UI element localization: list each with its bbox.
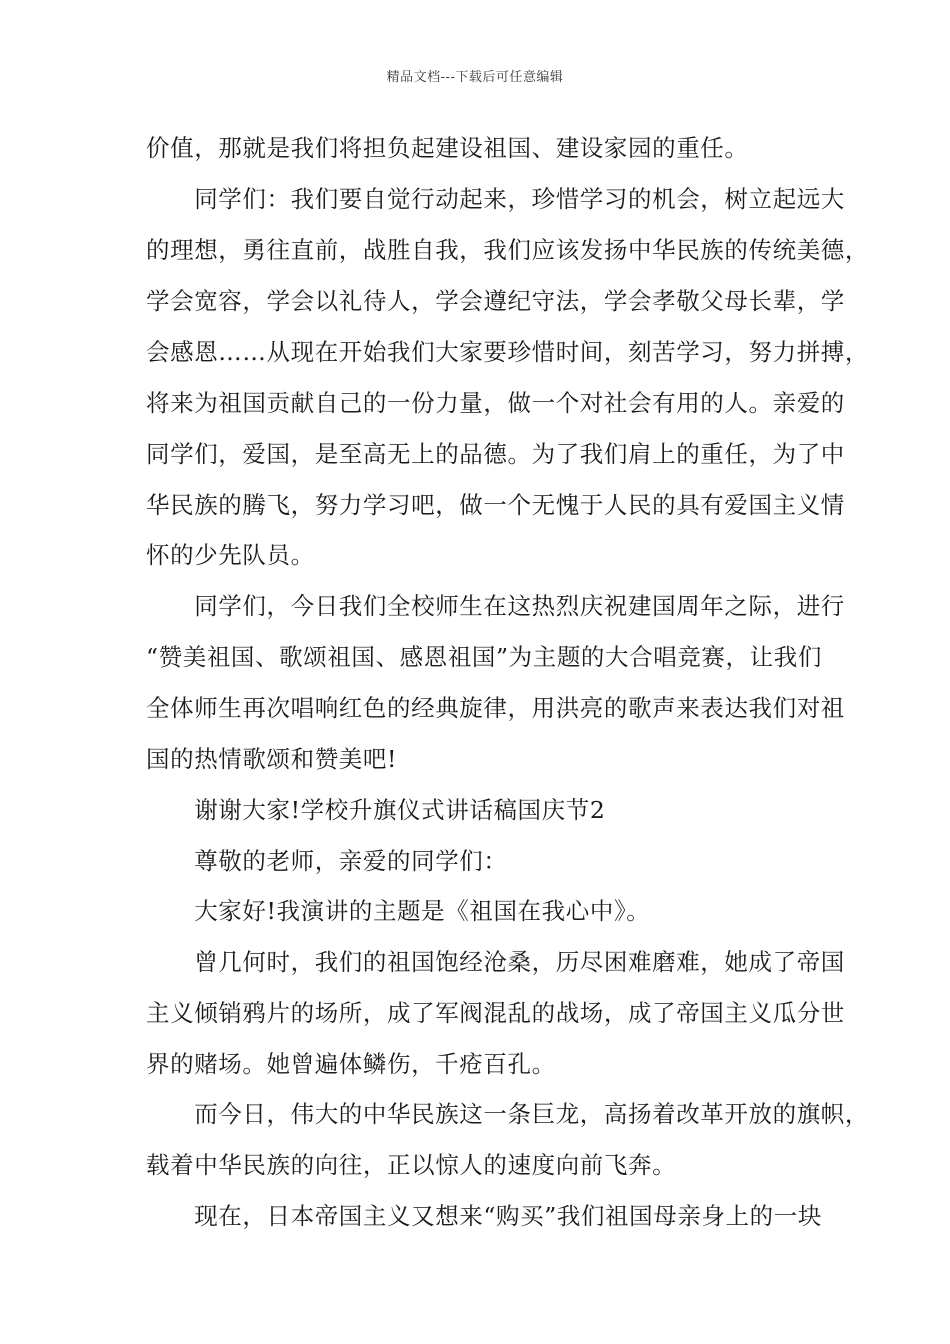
text-line: 全体师生再次唱响红色的经典旋律，用洪亮的歌声来表达我们对祖 [146,694,845,722]
text-line: 曾几何时，我们的祖国饱经沧桑，历尽困难磨难，她成了帝国 [146,948,845,976]
text-line: 界的赌场。她曾遍体鳞伤，千疮百孔。 [146,1050,556,1078]
text-line: 谢谢大家!学校升旗仪式讲话稿国庆节2 [146,796,606,824]
text-line: “赞美祖国、歌颂祖国、感恩祖国”为主题的大合唱竞赛，让我们 [146,643,822,671]
text-line: 国的热情歌颂和赞美吧! [146,745,398,773]
text-line: 怀的少先队员。 [146,541,315,569]
text-line: 主义倾销鸦片的场所，成了军阀混乱的战场，成了帝国主义瓜分世 [146,999,845,1027]
text-line: 现在，日本帝国主义又想来“购买”我们祖国母亲身上的一块 [146,1202,822,1230]
text-line: 学会宽容，学会以礼待人，学会遵纪守法，学会孝敬父母长辈，学 [146,287,845,315]
text-line: 同学们：我们要自觉行动起来，珍惜学习的机会，树立起远大 [146,185,845,213]
text-line: 同学们，爱国，是至高无上的品德。为了我们肩上的重任，为了中 [146,440,845,468]
text-line: 会感恩……从现在开始我们大家要珍惜时间，刻苦学习，努力拼搏， [146,338,869,366]
text-line: 同学们，今日我们全校师生在这热烈庆祝建国周年之际，进行 [146,592,845,620]
text-line: 的理想，勇往直前，战胜自我，我们应该发扬中华民族的传统美德， [146,236,869,264]
text-line: 价值，那就是我们将担负起建设祖国、建设家园的重任。 [146,134,749,162]
text-line: 将来为祖国贡献自己的一份力量，做一个对社会有用的人。亲爱的 [146,389,845,417]
text-line: 尊敬的老师，亲爱的同学们： [146,847,508,875]
text-line: 而今日，伟大的中华民族这一条巨龙，高扬着改革开放的旗帜， [146,1100,869,1128]
text-line: 华民族的腾飞，努力学习吧，做一个无愧于人民的具有爱国主义情 [146,491,845,519]
text-line: 大家好!我演讲的主题是《祖国在我心中》。 [146,897,651,925]
text-line: 载着中华民族的向往，正以惊人的速度向前飞奔。 [146,1151,677,1179]
page-header: 精品文档---下载后可任意编辑 [386,70,564,85]
